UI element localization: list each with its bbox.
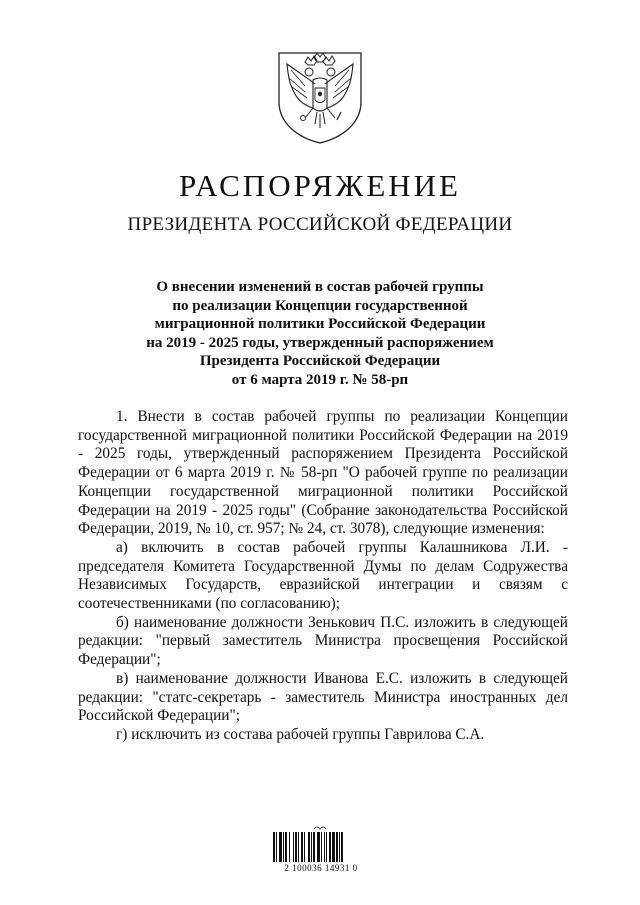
title-line: от 6 марта 2019 г. № 58-рп	[231, 371, 409, 388]
title-line: по реализации Концепции государственной	[172, 297, 468, 314]
document-title	[100, 278, 540, 390]
document-body	[78, 408, 568, 745]
document-issuer: ПРЕЗИДЕНТА РОССИЙСКОЙ ФЕДЕРАЦИИ	[127, 214, 513, 235]
paragraph-item-g: г) исключить из состава рабочей группы Гаврилова С.А.	[116, 725, 485, 743]
barcode-number: 2 100036 14931 0	[284, 863, 358, 873]
paragraph-item-a: а) включить в состав рабочей группы Калашникова Л.И. - председателя Комитета Государственной Думы по делам Содружества Независимых Государств, евразийской интеграции и связям с соотечественниками (по согласованию);	[78, 538, 568, 613]
paragraph-item-b: б) наименование должности Зенькович П.С. изложить в следующей редакции: "первый заместитель Министра просвещения Российской Федерации";	[78, 613, 568, 669]
state-emblem-icon	[275, 50, 365, 145]
document-type: РАСПОРЯЖЕНИЕ	[179, 168, 461, 203]
title-line: миграционной политики Российской Федерации	[154, 316, 486, 333]
title-line: на 2019 - 2025 годы, утвержденный распоряжением	[146, 334, 494, 351]
paragraph-item-v: в) наименование должности Иванова Е.С. изложить в следующей редакции: "статс-секретарь - заместитель Министра иностранных дел Российской Федерации";	[78, 669, 568, 725]
paragraph-main: 1. Внести в состав рабочей группы по реализации Концепции государственной миграционной политики Российской Федерации на 2019 - 2025 годы, утвержденный распоряжением Президента Российской Федерации от 6 марта 2019 г. № 58-рп "О рабочей группе по реализации Концепции государственной миграционной политики Российской Федерации на 2019 - 2025 годы" (Собрание законодательства Российской Федерации, 2019, № 10, ст. 957; № 24, ст. 3078), следующие изменения:	[78, 408, 568, 538]
title-line: О внесении изменений в состав рабочей группы	[156, 279, 484, 295]
title-line: Президента Российской Федерации	[199, 353, 441, 370]
